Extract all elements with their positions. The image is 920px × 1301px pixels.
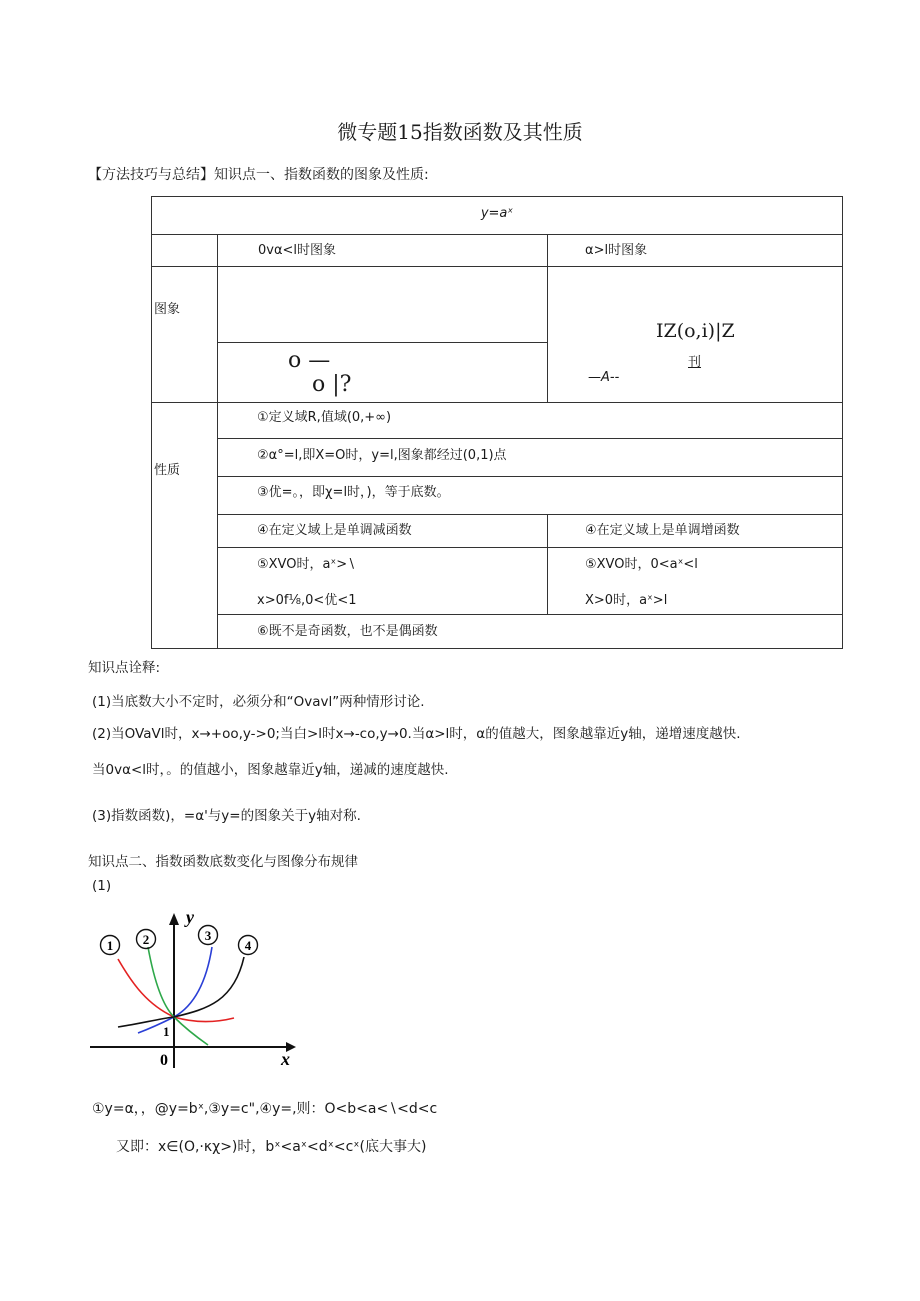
property-5-small-b: x>0f⅛,0<优<1 [257, 593, 357, 608]
curve-4 [118, 957, 244, 1027]
origin-label: 0 [160, 1052, 168, 1069]
svg-text:2: 2 [142, 932, 150, 947]
graph-large-text-2: 刊 [688, 355, 702, 370]
section-2-sub: (1) [92, 878, 112, 894]
y-axis-arrow [169, 913, 179, 925]
note-3: 当0vα<l时，。的值越小，图象越靠近y轴，递减的速度越快. [92, 762, 449, 778]
x-axis-label: x [281, 1049, 290, 1069]
property-4-small: ④在定义域上是单调减函数 [257, 523, 412, 538]
graph-large-text-3: —A-- [588, 370, 620, 385]
curve-label-4 [239, 936, 258, 955]
graph-small-text-2: o |? [312, 372, 352, 397]
page-title: 微专题15指数函数及其性质 [337, 120, 583, 144]
property-3: ③优=。，即χ=l时，)，等于底数。 [257, 485, 450, 500]
section-heading-1: 【方法技巧与总结】知识点一、指数函数的图象及性质: [88, 167, 429, 183]
y-axis-label: y [186, 907, 194, 927]
section-heading-2: 知识点二、指数函数底数变化与图像分布规律 [88, 854, 358, 870]
exponential-curves-diagram [88, 905, 303, 1073]
svg-text:1: 1 [106, 938, 114, 953]
curve-1 [118, 959, 234, 1022]
note-1: (1)当底数大小不定时，必须分和“Ovavl”两种情形讨论. [92, 694, 425, 710]
note-4: (3)指数函数)，=α'与y=的图象关于y轴对称. [92, 808, 361, 824]
graph-large-text-1: IZ(o,i)|Z [656, 320, 735, 342]
svg-text:3: 3 [204, 928, 212, 943]
property-5-small-a: ⑤XVO时，aˣ>∖ [257, 557, 356, 572]
row-property-label: 性质 [154, 463, 181, 478]
note-2: (2)当OVaVl时，x→+oo,y->0;当白>l时x→-co,y→0.当α>l时，α的值越大，图象越靠近y轴，递增速度越快. [92, 726, 741, 742]
y-intercept-label: 1 [163, 1024, 170, 1039]
property-1: ①定义域R,值域(0,+∞) [257, 410, 392, 425]
table-header: y=aˣ [480, 206, 514, 221]
property-5-large-a: ⑤XVO时，0<aˣ<l [585, 557, 698, 572]
formula-line-2: 又即：x∈(O,·κχ>)时，bˣ<aˣ<dˣ<cˣ(底大事大) [116, 1139, 427, 1155]
property-6: ⑥既不是奇函数，也不是偶函数 [257, 624, 438, 639]
row-graph-label: 图象 [154, 302, 181, 317]
property-2: ②α°=l,即X=O时，y=l,图象都经过(0,1)点 [257, 448, 507, 463]
col-small-header: 0vα<l时图象 [258, 243, 337, 258]
formula-line-1: ①y=α，，@y=bˣ,③y=c",④y=,则：O<b<a<∖<d<c [92, 1101, 438, 1117]
graph-small-text-1: ο — [288, 348, 331, 373]
property-5-large-b: X>0时，aˣ>l [585, 593, 668, 608]
curve-label-3 [199, 926, 218, 945]
curve-label-2 [137, 930, 156, 949]
col-large-header: α>l时图象 [585, 243, 648, 258]
curve-label-1 [101, 936, 120, 955]
svg-text:4: 4 [244, 938, 252, 953]
property-4-large: ④在定义域上是单调增函数 [585, 523, 740, 538]
curve-2 [148, 947, 208, 1045]
notes-heading: 知识点诠释: [88, 660, 161, 676]
